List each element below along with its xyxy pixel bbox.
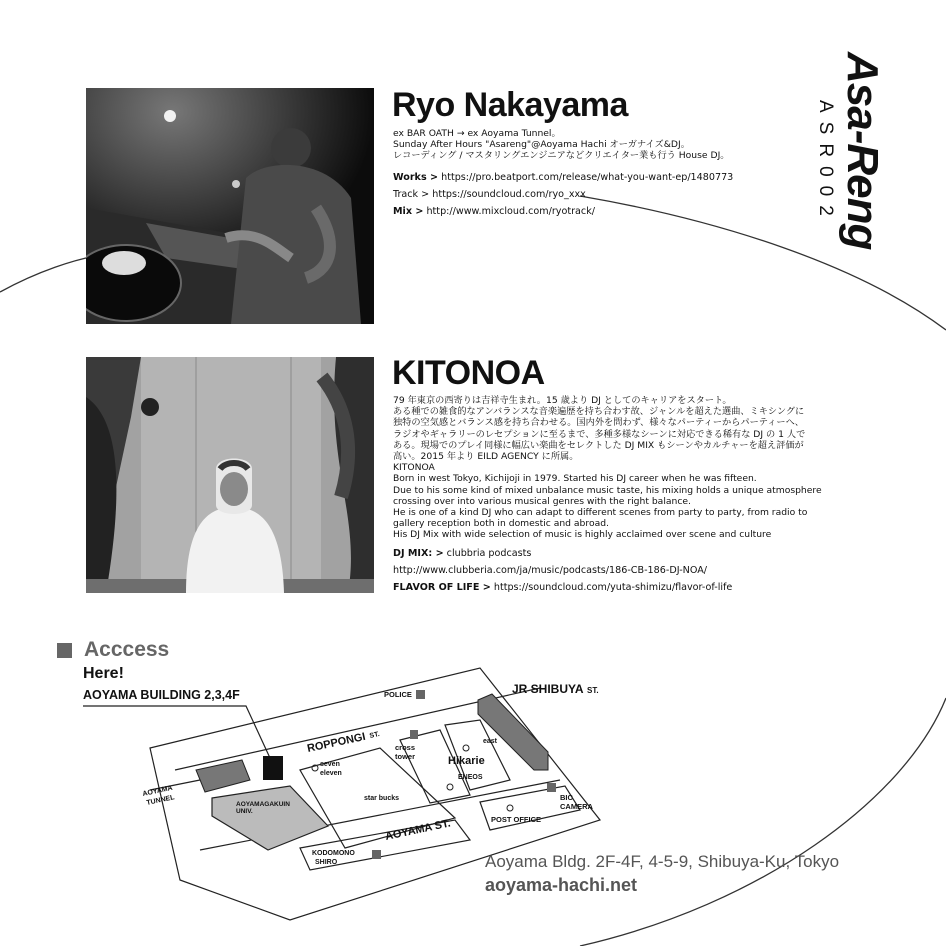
link-djmix-label: DJ MIX: > bbox=[393, 548, 444, 559]
link-mix-url: http://www.mixcloud.com/ryotrack/ bbox=[426, 206, 595, 217]
brand-title-text: Asa-Reng bbox=[838, 52, 887, 250]
address: Aoyama Bldg. 2F-4F, 4-5-9, Shibuya-Ku, Tokyo bbox=[485, 852, 840, 871]
map-label-starbucks: star bucks bbox=[364, 795, 400, 802]
brand-code-text: ASR002 bbox=[815, 100, 836, 225]
map-label-east: east bbox=[483, 738, 498, 745]
map-label-jr: JR SHIBUYA bbox=[512, 682, 584, 696]
map-label-post: POST OFFICE bbox=[491, 815, 542, 824]
here-label: Here! bbox=[83, 665, 124, 682]
map-label-tower: tower bbox=[395, 752, 416, 761]
map-label-seven: seven bbox=[320, 761, 340, 768]
link-mix-label: Mix > bbox=[393, 206, 424, 217]
artist-name-ryo: Ryo Nakayama bbox=[392, 86, 628, 124]
map-label-roppongi-st: ST. bbox=[368, 731, 381, 740]
map-label-univ-1: AOYAMAGAKUIN bbox=[236, 801, 290, 808]
link-works-label: Works > bbox=[393, 172, 439, 183]
map-label-hikarie: Hikarie bbox=[448, 755, 485, 767]
map-label-camera: CAMERA bbox=[560, 802, 593, 811]
artist-bio-ryo: ex BAR OATH → ex Aoyama Tunnel。 Sunday After Hours "Asareng"@Aoyama Hachi オーガナイズ&DJ。 レコーディング / マスタリングエンジニアなどクリエイター業も行う House DJ。 bbox=[393, 128, 730, 162]
map-label-eleven: eleven bbox=[320, 770, 342, 777]
artist-bio-kitonoa: 79 年東京の西寄りは吉祥寺生まれ。15 歳より DJ としてのキャリアをスタート。 ある種での雑食的なアンバランスな音楽遍歴を持ち合わす故、ジャンルを超えた選曲、ミキシングに 独特の空気感とバランス感を持ち合わせる。国内外を問わず、様々なパーティーからパーティーへ、 ラジオやギャラリーのレセプションに至るまで、多種多様なシーンに対応できる稀有な DJ の 1 人で ある。現場でのプレイ同様に幅広い楽曲をセレクトした DJ MIX もシーンやカルチャーを超え評価が 高い。2015 年より EILD AGENCY に所属。 KITONOA Born in west Tokyo, Kichijoji in 1979. Started his DJ career when he was fifteen. Due to his some kind of mixed unbalance music taste, his mixing holds a unique atmosphere crossing over into various musical genres with the right balance. He is one of a kind DJ who can adapt to different scenes from party to party, from radio to gallery reception both in domestic and abroad. His DJ Mix with wide selection of music is highly acclaimed over scene and culture bbox=[393, 395, 822, 541]
map-label-police: POLICE bbox=[384, 690, 412, 699]
access-heading-text: Acccess bbox=[84, 638, 170, 661]
map-label-kodomono: KODOMONO bbox=[312, 850, 355, 857]
link-track-label: Track > bbox=[393, 189, 430, 200]
map-label-tunnel-1: AOYAMA bbox=[141, 784, 174, 798]
map-label-aoyama-st: AOYAMA ST. bbox=[384, 817, 452, 843]
map-label-roppongi: ROPPONGI bbox=[306, 730, 367, 755]
artist-name-kitonoa: KITONOA bbox=[392, 354, 545, 392]
map-label-univ-2: UNIV. bbox=[236, 808, 253, 815]
map-label-shiro: SHIRO bbox=[315, 859, 338, 866]
building-label: AOYAMA BUILDING 2,3,4F bbox=[83, 688, 240, 702]
link-works-url: https://pro.beatport.com/release/what-you-want-ep/1480773 bbox=[441, 172, 734, 183]
link-flavor-label: FLAVOR OF LIFE > bbox=[393, 582, 491, 593]
link-clubberia-url: http://www.clubberia.com/ja/music/podcasts/186-CB-186-DJ-NOA/ bbox=[393, 565, 708, 576]
link-djmix-url: clubbria podcasts bbox=[446, 548, 532, 559]
map-label-eneos: ENEOS bbox=[458, 774, 483, 781]
map-label-bic: BIC bbox=[560, 793, 573, 802]
map-label-tunnel-2: TUNNEL bbox=[145, 794, 176, 807]
link-flavor-url: https://soundcloud.com/yuta-shimizu/flavor-of-life bbox=[493, 582, 733, 593]
map-label-cross: cross bbox=[395, 743, 416, 752]
link-track-url: https://soundcloud.com/ryo_xxx bbox=[432, 189, 586, 200]
map-label-jr-st: ST. bbox=[587, 686, 599, 695]
website-link[interactable]: aoyama-hachi.net bbox=[485, 875, 638, 895]
